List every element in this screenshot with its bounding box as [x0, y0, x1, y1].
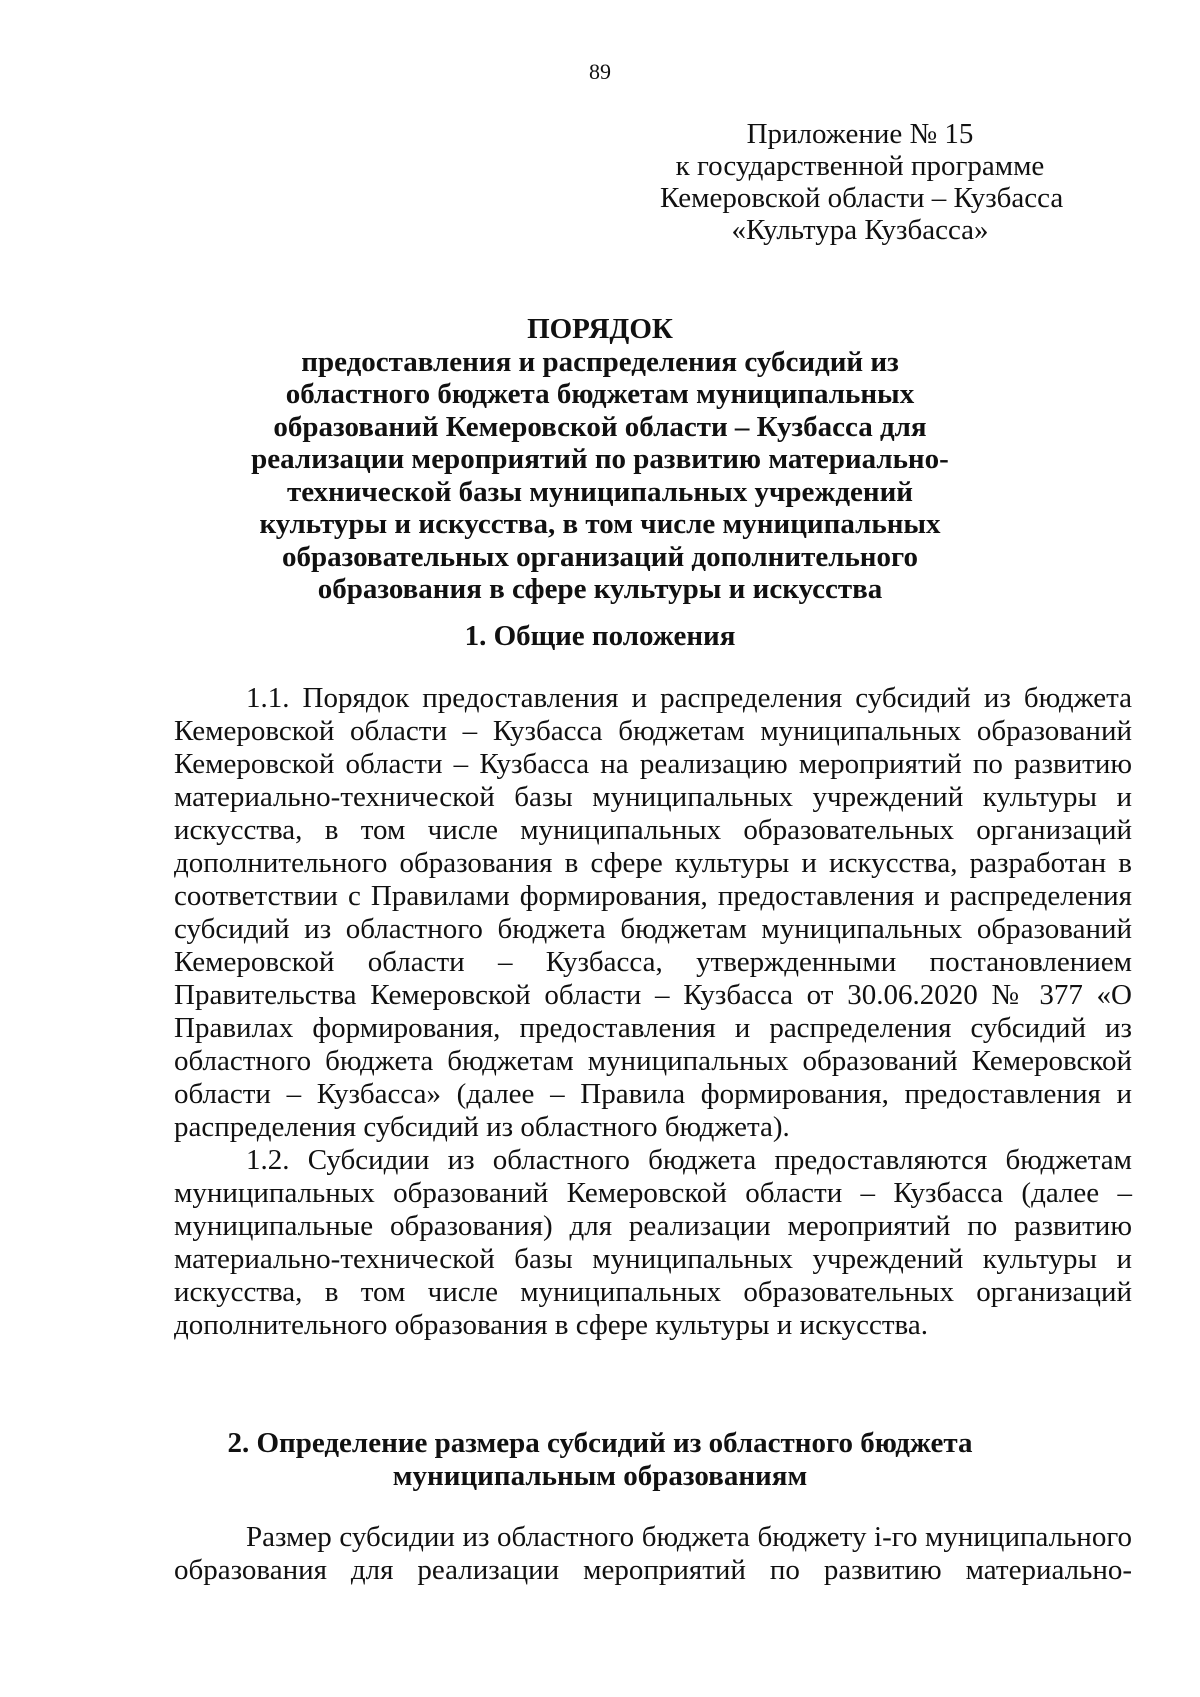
paragraph-line: искусства, в том числе муниципальных образовательных организаций: [174, 1276, 1132, 1308]
paragraph-line: области – Кузбасса» (далее – Правила формирования, предоставления и: [174, 1078, 1132, 1110]
section-2-heading: [170, 1427, 1030, 1492]
paragraph-line: Размер субсидии из областного бюджета бюджету i-го муниципального: [246, 1521, 1132, 1553]
title-line: технической базы муниципальных учреждений: [286, 475, 914, 508]
appendix-line: «Культура Кузбасса»: [731, 214, 989, 246]
paragraph-line: муниципальные образования) для реализации мероприятий по развитию: [174, 1210, 1132, 1242]
title-heading: ПОРЯДОК: [527, 313, 673, 345]
paragraph-line: Правительства Кемеровской области – Кузбасса от 30.06.2020 № 377 «О: [174, 979, 1132, 1011]
title-line: реализации мероприятий по развитию материально-: [251, 443, 949, 475]
paragraph-line: материально-технической базы муниципальных учреждений культуры и: [174, 781, 1132, 813]
title-line: культуры и искусства, в том числе муниципальных: [259, 508, 941, 540]
paragraph-line: Правилах формирования, предоставления и распределения субсидий из: [174, 1012, 1132, 1044]
paragraph-line: областного бюджета бюджетам муниципальных образований Кемеровской: [174, 1045, 1132, 1077]
paragraph-line: 1.1. Порядок предоставления и распределения субсидий из бюджета: [246, 682, 1132, 714]
section-heading-text: 1. Общие положения: [464, 620, 736, 652]
paragraph-line: дополнительного образования в сфере культуры и искусства, разработан в: [174, 847, 1132, 879]
paragraph-line: образования для реализации мероприятий по развитию материально-: [174, 1554, 1132, 1586]
paragraph-line: Кемеровской области – Кузбасса бюджетам муниципальных образований: [174, 715, 1132, 747]
appendix-line: Приложение № 15: [746, 118, 974, 150]
section-1-heading: [170, 620, 1030, 653]
paragraph-line: субсидий из областного бюджета бюджетам муниципальных образований: [174, 913, 1132, 945]
appendix-line: к государственной программе: [675, 150, 1045, 182]
paragraph-line: искусства, в том числе муниципальных образовательных организаций: [174, 814, 1132, 846]
section-1-body: [174, 682, 1132, 1342]
paragraph-line: дополнительного образования в сфере культуры и искусства.: [174, 1309, 928, 1341]
title-line: образований Кемеровской области – Кузбасса для: [273, 410, 927, 443]
appendix-header: [660, 118, 1064, 246]
title-line: образования в сфере культуры и искусства: [317, 573, 883, 605]
appendix-line: Кемеровской области – Кузбасса: [660, 182, 1064, 214]
title-line: областного бюджета бюджетам муниципальных: [285, 378, 915, 410]
document-title: [240, 313, 960, 606]
paragraph-line: Кемеровской области – Кузбасса, утвержденными постановлением: [174, 946, 1132, 978]
title-line: образовательных организаций дополнительного: [282, 540, 918, 573]
paragraph-line: распределения субсидий из областного бюджета).: [174, 1111, 790, 1143]
paragraph-line: муниципальных образований Кемеровской области – Кузбасса (далее –: [174, 1177, 1132, 1209]
page-number: 89: [589, 59, 611, 84]
paragraph-line: Кемеровской области – Кузбасса на реализацию мероприятий по развитию: [174, 748, 1132, 780]
title-line: предоставления и распределения субсидий из: [301, 345, 899, 378]
section-heading-text: муниципальным образованиям: [392, 1459, 808, 1492]
section-heading-text: 2. Определение размера субсидий из областного бюджета: [227, 1427, 973, 1459]
paragraph-line: 1.2. Субсидии из областного бюджета предоставляются бюджетам: [246, 1144, 1132, 1176]
paragraph-line: материально-технической базы муниципальных учреждений культуры и: [174, 1243, 1132, 1275]
paragraph-line: соответствии с Правилами формирования, предоставления и распределения: [174, 880, 1132, 912]
section-2-body: [174, 1521, 1132, 1587]
